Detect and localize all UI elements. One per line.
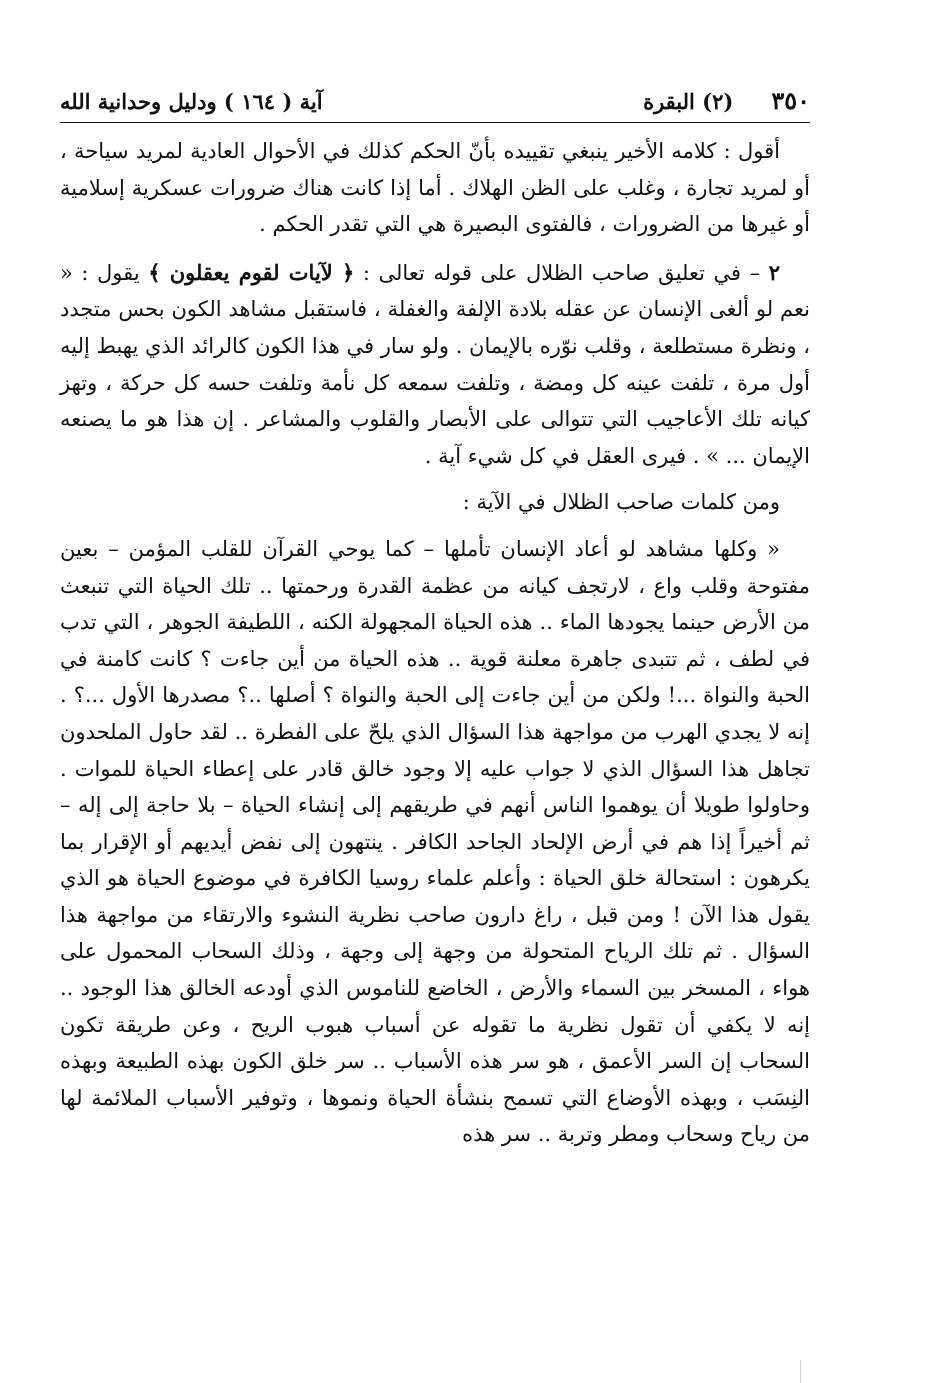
book-page (60, 86, 810, 1153)
paragraph-point-2 (60, 255, 810, 475)
paragraph-quote: « وكلها مشاهد لو أعاد الإنسان تأملها – كما يوحي القرآن للقلب المؤمن – بعين مفتوحة وقلب واع ، لارتجف كيانه من عظمة القدرة ورحمتها .. تلك الحياة التي تنبعث من الأرض حينما يجودها الماء .. هذه الحياة المجهولة الكنه ، اللطيفة الجوهر ، التي تدب في لطف ، ثم تتبدى جاهرة معلنة قوية .. هذه الحياة من أين جاءت ؟ كانت كامنة في الحبة والنواة ...! ولكن من أين جاءت إلى الحبة والنواة ؟ أصلها ..؟ مصدرها الأول ...؟ . إنه لا يجدي الهرب من مواجهة هذا السؤال الذي يلحّ على الفطرة .. لقد حاول الملحدون تجاهل هذا السؤال الذي لا جواب عليه إلا وجود خالق قادر على إعطاء الحياة للموات . وحاولوا طويلا أن يوهموا الناس أنهم في طريقهم إلى إنشاء الحياة – بلا حاجة إلى إله – ثم أخيراً إذا هم في أرض الإلحاد الجاحد الكافر . ينتهون إلى نفض أيديهم أو الإقرار بما يكرهون : استحالة خلق الحياة : وأعلم علماء روسيا الكافرة في موضوع الحياة هو الذي يقول هذا الآن ! ومن قبل ، راغ دارون صاحب نظرية النشوء والارتقاء من مواجهة هذا السؤال . ثم تلك الرياح المتحولة من وجهة إلى وجهة ، وذلك السحاب المحمول على هواء ، المسخر بين السماء والأرض ، الخاضع للناموس الذي أودعه الخالق هذا الوجود .. إنه لا يكفي أن تقول نظرية ما تقوله عن أسباب هبوب الريح ، وعن طريقة تكون السحاب إن السر الأعمق ، هو سر هذه الأسباب .. سر خلق الكون بهذه الطبيعة وبهذه النِسَب ، وبهذه الأوضاع التي تسمح بنشأة الحياة ونموها ، وتوفير الأسباب الملائمة لها من رياح وسحاب ومطر وتربة .. سر هذه (60, 536, 810, 1147)
paragraph-heading-quote: ومن كلمات صاحب الظلال في الآية : (462, 490, 780, 515)
running-header (60, 86, 810, 120)
header-right-group (643, 86, 810, 115)
header-rule (60, 122, 810, 123)
scan-edge-mark (800, 1360, 801, 1383)
point-body: يقول : « نعم لو ألغى الإنسان عن عقله بلادة الإلفة والغفلة ، فاستقبل مشاهد الكون بحس متجدد ، ونظرة مستطلعة ، وقلب نوّره بالإيمان . ولو سار في هذا الكون كالرائد الذي يهبط إليه أول مرة ، تلفت عينه كل ومضة ، وتلفت سمعه كل نأمة وتلفت حسه كل حركة ، وتهز كيانه تلك الأعاجيب التي تتوالى على الأبصار والقلوب والمشاعر . إن هذا هو ما يصنعه الإيمان ... » . فيرى العقل في كل شيء آية . (60, 260, 810, 468)
topic-title: آية ( ١٦٤ ) ودليل وحدانية الله (60, 89, 323, 114)
page-number: ٣٥٠ (771, 86, 810, 115)
point-intro: – في تعليق صاحب الظلال على قوله تعالى : (354, 260, 769, 285)
paragraph-comment: أقول : كلامه الأخير ينبغي تقييده بأنّ الحكم كذلك في الأحوال العادية لمريد سياحة ، أو لمريد تجارة ، وغلب على الظن الهلاك . أما إذا كانت هناك ضرورات عسكرية إسلامية أو غيرها من الضرورات ، فالفتوى البصيرة هي التي تقدر الحكم . (60, 139, 810, 237)
surah-title: (٢) البقرة (643, 89, 734, 114)
verse-quote: ﴿ لآيات لقوم يعقلون ﴾ (148, 259, 355, 285)
point-number: ٢ (768, 259, 780, 285)
